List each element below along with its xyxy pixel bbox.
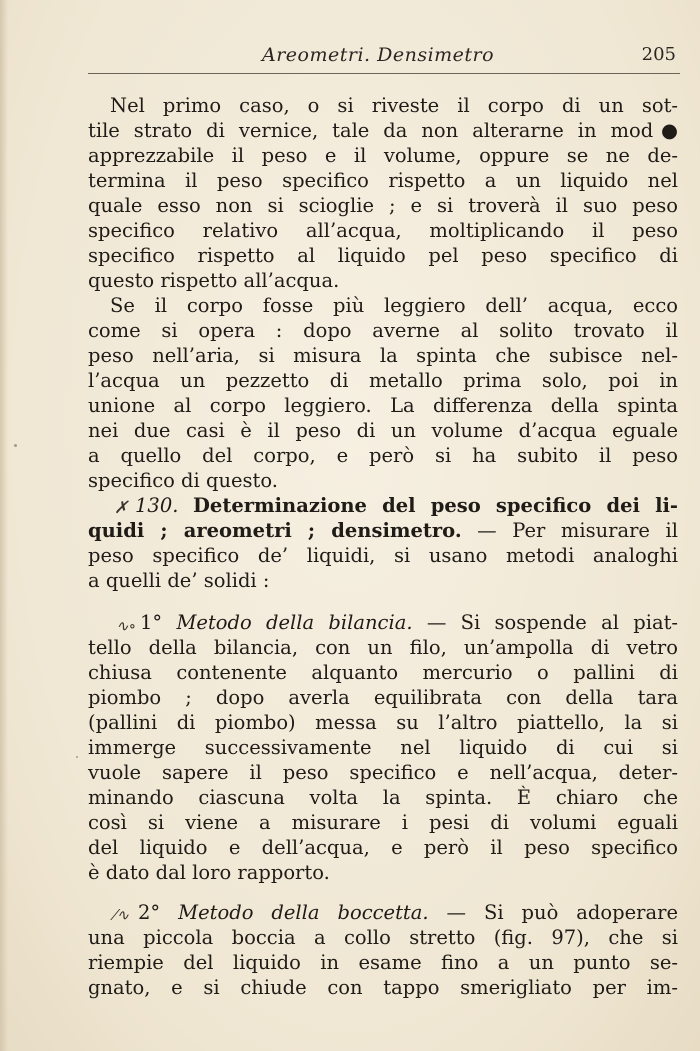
- method-1-line: così si viene a misurare i pesi di volumi eguali: [88, 811, 678, 834]
- method-2-line: una piccola boccia a collo stretto (fig. 97), che si: [88, 926, 678, 949]
- method-1-line: (pallini di piombo) messa su l’altro piattello, la si: [88, 711, 678, 734]
- page-edge-shadow: [0, 0, 8, 1051]
- section-130-heading-cont: [88, 518, 678, 543]
- paragraph-1-line: Nel primo caso, o si riveste il corpo di un sot-: [110, 94, 678, 117]
- paper-speck: [14, 444, 17, 447]
- method-1-label: 1°: [140, 611, 177, 634]
- method-1-text: — Si sospende al piat-: [412, 611, 678, 634]
- handwritten-cross-mark: ✗: [114, 498, 129, 518]
- section-130-heading: [135, 493, 678, 518]
- running-title: Areometri. Densimetro: [262, 44, 495, 66]
- method-1-line: chiusa contenente alquanto mercurio o pallini di: [88, 661, 678, 684]
- method-1-line: vuole sapere il peso specifico e nell’acqua, deter-: [88, 761, 678, 784]
- method-2-text: — Si può adoperare: [428, 901, 678, 924]
- method-2-line: gnato, e si chiude con tappo smerigliato per im-: [88, 976, 678, 999]
- paragraph-2-line: unione al corpo leggiero. La differenza della spinta: [88, 394, 678, 417]
- method-1-line: piombo ; dopo averla equilibrata con della tara: [88, 686, 678, 709]
- page-header: [88, 42, 680, 70]
- section-130-line: peso specifico de’ liquidi, si usano metodi analoghi: [88, 544, 678, 567]
- method-1-line: tello della bilancia, con un filo, un’ampolla di vetro: [88, 636, 678, 659]
- method-1-line: minando ciascuna volta la spinta. È chiaro che: [88, 786, 678, 809]
- paragraph-2-line: l’acqua un pezzetto di metallo prima solo, poi in: [88, 369, 678, 392]
- section-title: Determinazione del peso specifico dei li-: [193, 494, 678, 517]
- paper-speck: [76, 756, 78, 758]
- method-1-line: del liquido e dell’acqua, e però il peso specifico: [88, 836, 678, 859]
- paragraph-1-line: quale esso non si scioglie ; e si troverà il suo peso: [88, 194, 678, 217]
- paragraph-2-line: nei due casi è il peso di un volume d’acqua eguale: [88, 419, 678, 442]
- method-2-line: riempie del liquido in esame fino a un punto se-: [88, 951, 678, 974]
- method-1-heading: [140, 610, 678, 635]
- section-130-line: a quelli de’ solidi :: [88, 569, 270, 592]
- method-1-line: immerge successivamente nel liquido di cui si: [88, 736, 678, 759]
- paragraph-1-line: specifico relativo all’acqua, moltiplicando il peso: [88, 219, 678, 242]
- method-2-label: 2°: [138, 901, 179, 924]
- paragraph-2-line: peso nell’aria, si misura la spinta che subisce nel-: [88, 344, 678, 367]
- method-2-title: Metodo della boccetta.: [178, 901, 429, 924]
- paragraph-1-line: tile strato di vernice, tale da non alterarne in mod●: [88, 119, 678, 142]
- paragraph-1-line: apprezzabile il peso e il volume, oppure se ne de-: [88, 144, 678, 167]
- paragraph-2-line: come si opera : dopo averne al solito trovato il: [88, 319, 678, 342]
- method-2-heading: [138, 900, 678, 925]
- paragraph-1-line: questo rispetto all’acqua.: [88, 269, 340, 292]
- paragraph-1-line: termina il peso specifico rispetto a un liquido nel: [88, 169, 678, 192]
- method-1-line: è dato dal loro rapporto.: [88, 861, 330, 884]
- section-title-cont: quidi ; areometri ; densimetro.: [88, 519, 462, 542]
- paragraph-2-line: specifico di questo.: [88, 469, 278, 492]
- paragraph-2-line: a quello del corpo, e però si ha subito il peso: [88, 444, 678, 467]
- header-rule: [88, 73, 680, 74]
- handwritten-mark: ∿∘: [116, 617, 136, 635]
- section-130-text: — Per misurare il: [477, 519, 678, 542]
- section-number: 130.: [135, 494, 179, 517]
- page-number: 205: [641, 44, 676, 65]
- paragraph-2-line: Se il corpo fosse più leggiero dell’ acqua, ecco: [110, 294, 678, 317]
- paragraph-1-line: specifico rispetto al liquido pel peso specifico di: [88, 244, 678, 267]
- method-1-title: Metodo della bilancia.: [176, 611, 413, 634]
- handwritten-mark: ⁄∿: [114, 906, 130, 924]
